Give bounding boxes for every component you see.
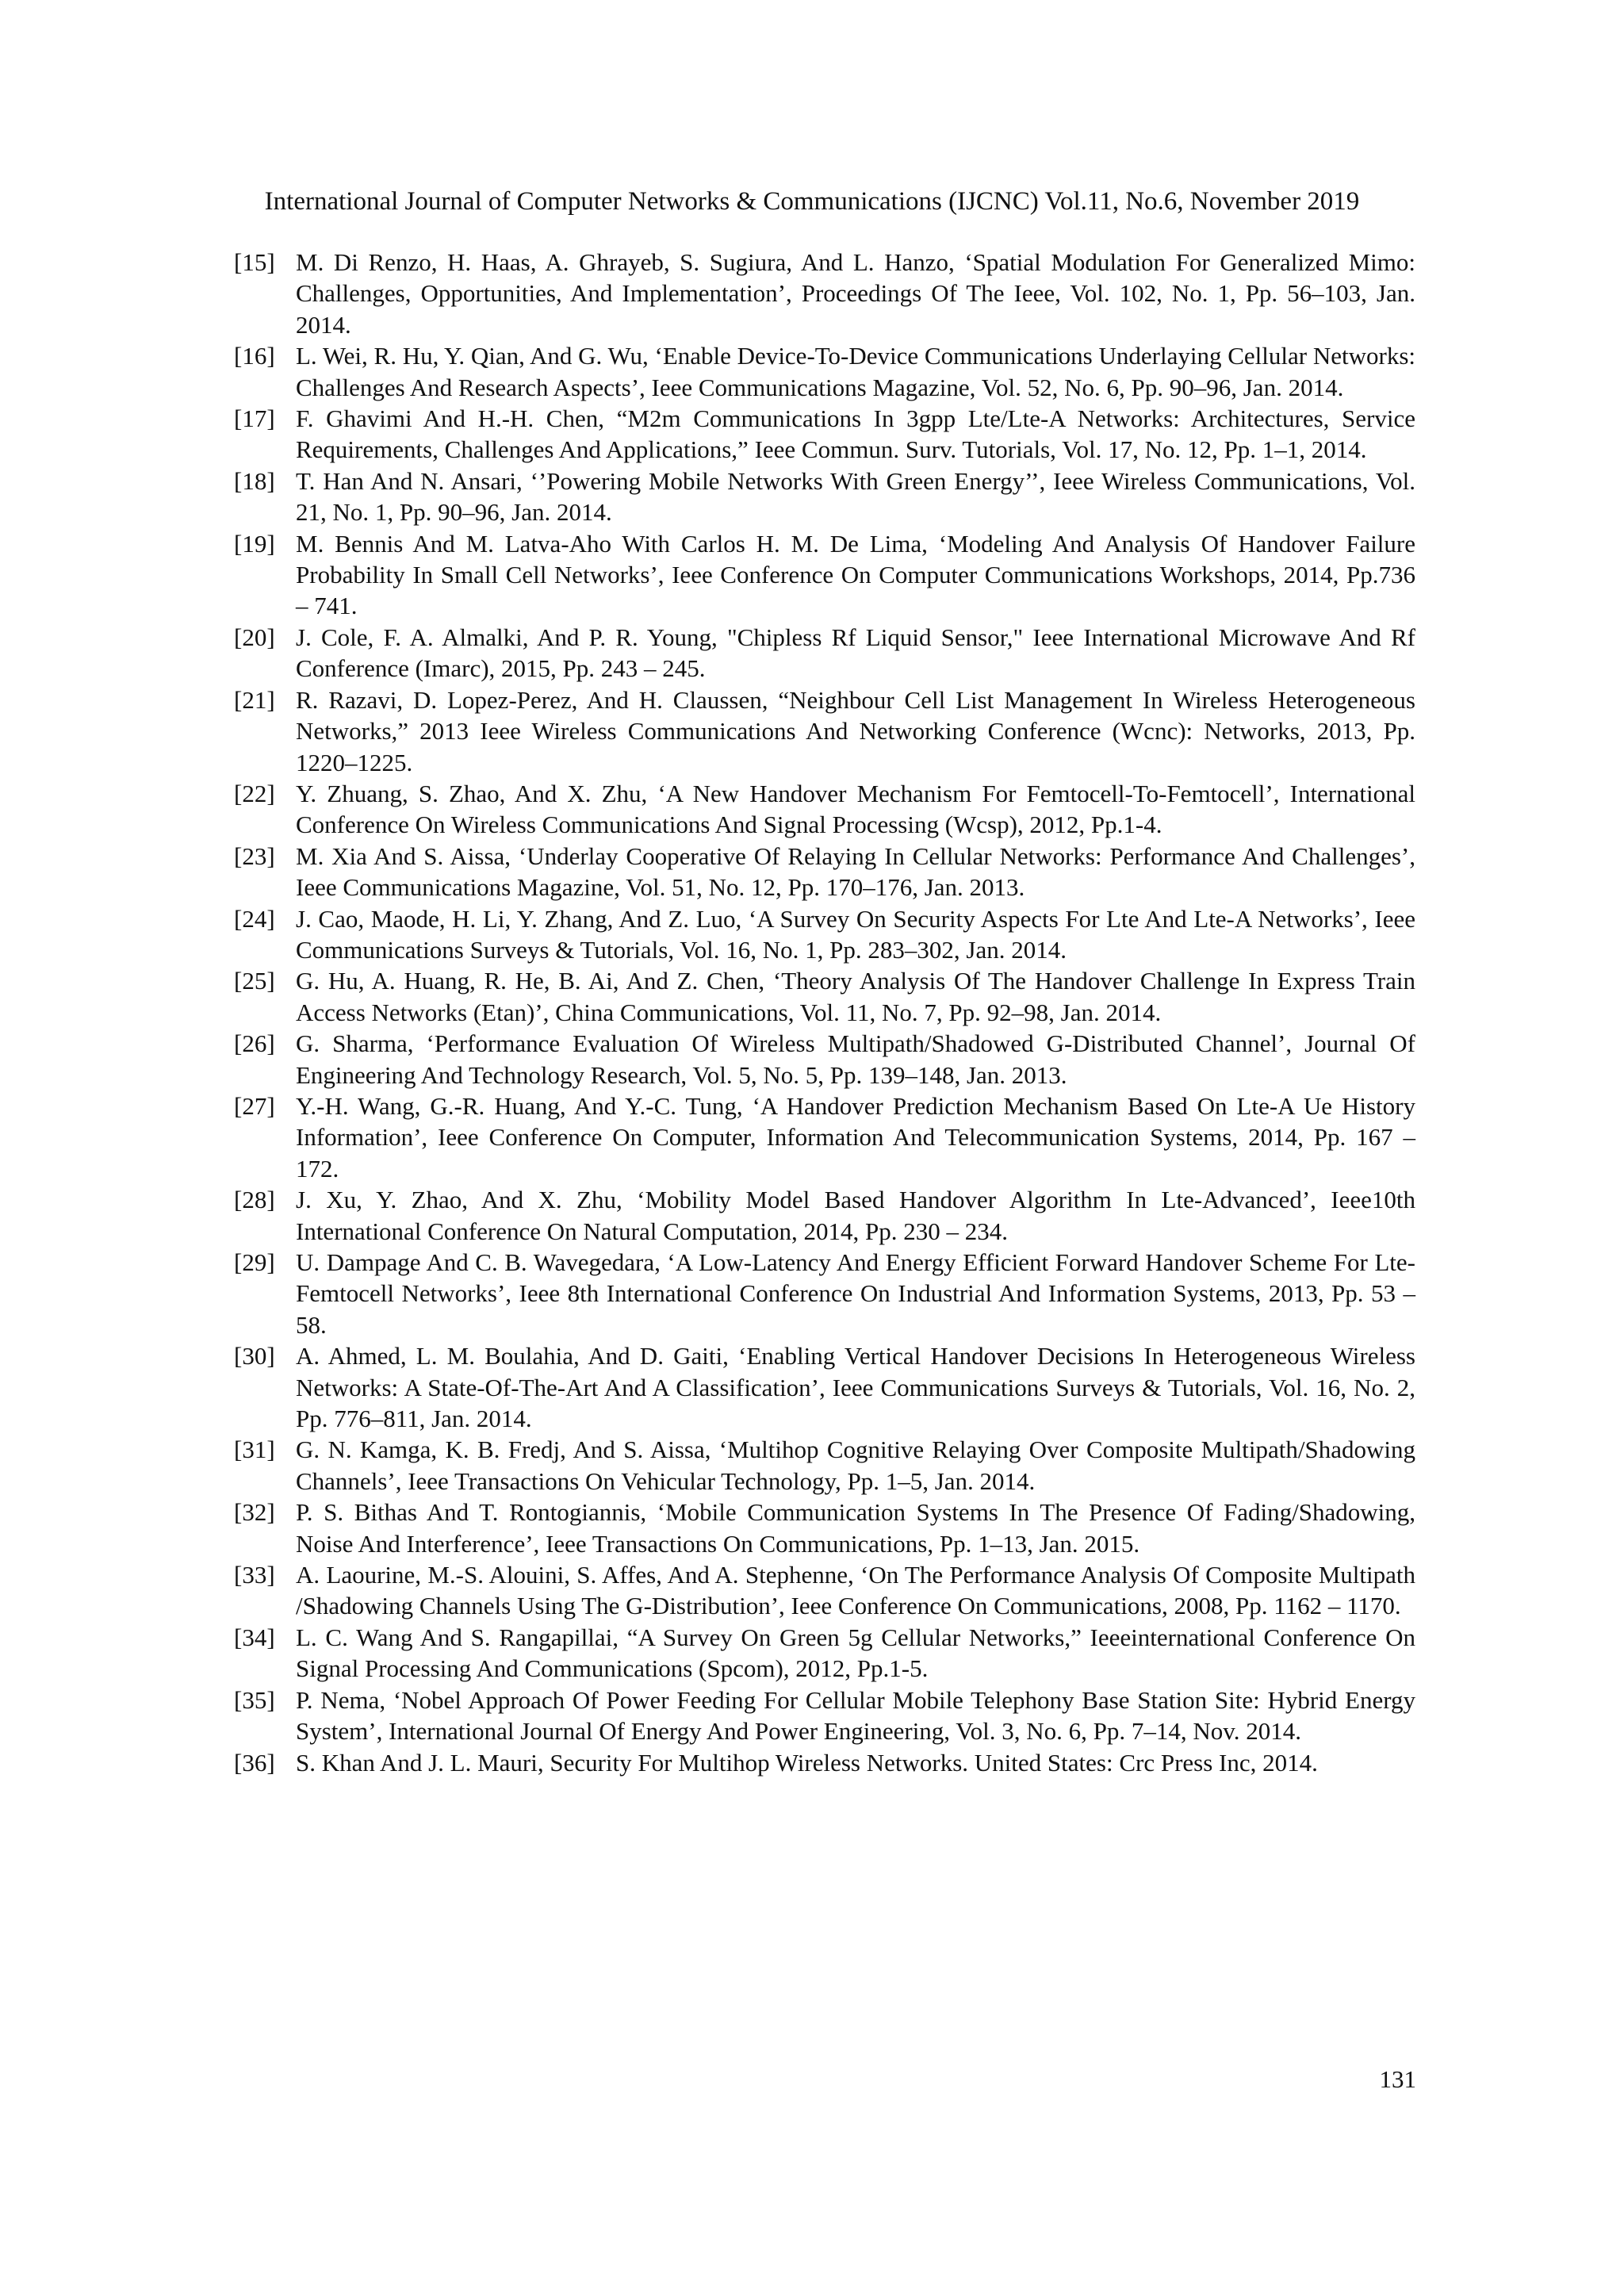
reference-number: [27]	[234, 1091, 275, 1120]
reference-item	[234, 1497, 1415, 1559]
reference-item	[234, 1028, 1415, 1091]
reference-number: [20]	[234, 623, 275, 651]
reference-text: G. Sharma, ‘Performance Evaluation Of Wireless Multipath/Shadowed G-Distributed Channel’, Journal Of Engineering And Technology Research, Vol. 5, No. 5, Pp. 139–148, Jan. 2013.	[296, 1029, 1415, 1089]
reference-number: [16]	[234, 342, 275, 370]
reference-text: Y. Zhuang, S. Zhao, And X. Zhu, ‘A New Handover Mechanism For Femtocell-To-Femtocell’, International Conference On Wireless Communications And Signal Processing (Wcsp), 2012, Pp.1-4.	[296, 779, 1415, 839]
reference-text: L. C. Wang And S. Rangapillai, “A Survey On Green 5g Cellular Networks,” Ieeeinternational Conference On Signal Processing And Communications (Spcom), 2012, Pp.1-5.	[296, 1623, 1415, 1683]
reference-item	[234, 622, 1415, 684]
reference-item	[234, 1622, 1415, 1685]
reference-text: A. Laourine, M.-S. Alouini, S. Affes, And A. Stephenne, ‘On The Performance Analysis Of Composite Multipath /Shadowing Channels Using The G-Distribution’, Ieee Conference On Communications, 2008, Pp. 1162 – 1170.	[296, 1561, 1415, 1620]
reference-text: P. S. Bithas And T. Rontogiannis, ‘Mobile Communication Systems In The Presence Of Fading/Shadowing, Noise And Interference’, Ieee Transactions On Communications, Pp. 1–13, Jan. 2015.	[296, 1498, 1415, 1558]
reference-text: P. Nema, ‘Nobel Approach Of Power Feeding For Cellular Mobile Telephony Base Station Site: Hybrid Energy System’, International Journal Of Energy And Power Engineering, Vol. 3, No. 6, Pp. 7–14, Nov. 2014.	[296, 1685, 1415, 1746]
journal-header: International Journal of Computer Networks & Communications (IJCNC) Vol.11, No.6, November 2019	[264, 187, 1360, 216]
reference-number: [26]	[234, 1029, 275, 1058]
reference-item	[234, 1434, 1415, 1497]
reference-number: [19]	[234, 529, 275, 558]
reference-text: M. Bennis And M. Latva-Aho With Carlos H. M. De Lima, ‘Modeling And Analysis Of Handover Failure Probability In Small Cell Networks’, Ieee Conference On Computer Communications Workshops, 2014, Pp.736 – 741.	[296, 529, 1415, 620]
reference-number: [21]	[234, 685, 275, 714]
reference-text: J. Cao, Maode, H. Li, Y. Zhang, And Z. Luo, ‘A Survey On Security Aspects For Lte And Lte-A Networks’, Ieee Communications Surveys & Tutorials, Vol. 16, No. 1, Pp. 283–302, Jan. 2014.	[296, 904, 1415, 964]
reference-text: J. Cole, F. A. Almalki, And P. R. Young, "Chipless Rf Liquid Sensor," Ieee International Microwave And Rf Conference (Imarc), 2015, Pp. 243 – 245.	[296, 623, 1415, 683]
reference-item	[234, 965, 1415, 1028]
reference-item	[234, 1340, 1415, 1434]
reference-text: S. Khan And J. L. Mauri, Security For Multihop Wireless Networks. United States: Crc Press Inc, 2014.	[296, 1748, 1318, 1777]
reference-item	[234, 1091, 1415, 1184]
reference-item	[234, 1747, 1415, 1778]
reference-text: M. Di Renzo, H. Haas, A. Ghrayeb, S. Sugiura, And L. Hanzo, ‘Spatial Modulation For Generalized Mimo: Challenges, Opportunities, And Implementation’, Proceedings Of The Ieee, Vol. 102, No. 1, Pp. 56–103, Jan. 2014.	[296, 248, 1415, 339]
reference-item	[234, 1247, 1415, 1340]
reference-number: [17]	[234, 404, 275, 433]
reference-number: [15]	[234, 248, 275, 276]
reference-number: [29]	[234, 1248, 275, 1276]
reference-list	[234, 247, 1415, 1778]
reference-item	[234, 1685, 1415, 1747]
reference-text: J. Xu, Y. Zhao, And X. Zhu, ‘Mobility Model Based Handover Algorithm In Lte-Advanced’, Ieee10th International Conference On Natural Computation, 2014, Pp. 230 – 234.	[296, 1186, 1415, 1245]
reference-item	[234, 340, 1415, 403]
reference-number: [23]	[234, 841, 275, 870]
reference-number: [36]	[234, 1748, 275, 1777]
reference-text: T. Han And N. Ansari, ‘’Powering Mobile Networks With Green Energy’’, Ieee Wireless Communications, Vol. 21, No. 1, Pp. 90–96, Jan. 2014.	[296, 466, 1415, 527]
reference-text: R. Razavi, D. Lopez-Perez, And H. Claussen, “Neighbour Cell List Management In Wireless Heterogeneous Networks,” 2013 Ieee Wireless Communications And Networking Conference (Wcnc): Networks, 2013, Pp. 1220–1225.	[296, 685, 1415, 776]
reference-text: L. Wei, R. Hu, Y. Qian, And G. Wu, ‘Enable Device-To-Device Communications Underlaying Cellular Networks: Challenges And Research Aspects’, Ieee Communications Magazine, Vol. 52, No. 6, Pp. 90–96, Jan. 2014.	[296, 342, 1415, 401]
reference-text: G. N. Kamga, K. B. Fredj, And S. Aissa, ‘Multihop Cognitive Relaying Over Composite Multipath/Shadowing Channels’, Ieee Transactions On Vehicular Technology, Pp. 1–5, Jan. 2014.	[296, 1435, 1415, 1495]
reference-number: [30]	[234, 1342, 275, 1370]
reference-item	[234, 684, 1415, 778]
page-number: 131	[1379, 2065, 1416, 2093]
reference-text: G. Hu, A. Huang, R. He, B. Ai, And Z. Chen, ‘Theory Analysis Of The Handover Challenge In Express Train Access Networks (Etan)’, China Communications, Vol. 11, No. 7, Pp. 92–98, Jan. 2014.	[296, 967, 1415, 1026]
reference-item	[234, 778, 1415, 841]
reference-text: M. Xia And S. Aissa, ‘Underlay Cooperative Of Relaying In Cellular Networks: Performance And Challenges’, Ieee Communications Magazine, Vol. 51, No. 12, Pp. 170–176, Jan. 2013.	[296, 841, 1415, 902]
reference-number: [24]	[234, 904, 275, 933]
reference-number: [32]	[234, 1498, 275, 1527]
reference-number: [33]	[234, 1561, 275, 1589]
reference-number: [28]	[234, 1186, 275, 1214]
reference-number: [25]	[234, 967, 275, 995]
reference-text: F. Ghavimi And H.-H. Chen, “M2m Communications In 3gpp Lte/Lte-A Networks: Architectures, Service Requirements, Challenges And Applications,” Ieee Commun. Surv. Tutorials, Vol. 17, No. 12, Pp. 1–1, 2014.	[296, 404, 1415, 464]
reference-text: U. Dampage And C. B. Wavegedara, ‘A Low-Latency And Energy Efficient Forward Handover Scheme For Lte-Femtocell Networks’, Ieee 8th International Conference On Industrial And Information Systems, 2013, Pp. 53 – 58.	[296, 1248, 1415, 1339]
reference-number: [18]	[234, 466, 275, 495]
reference-number: [34]	[234, 1623, 275, 1651]
reference-item	[234, 247, 1415, 340]
reference-item	[234, 841, 1415, 903]
reference-text: Y.-H. Wang, G.-R. Huang, And Y.-C. Tung, ‘A Handover Prediction Mechanism Based On Lte-A Ue History Information’, Ieee Conference On Computer, Information And Telecommunication Systems, 2014, Pp. 167 – 172.	[296, 1091, 1415, 1182]
reference-number: [31]	[234, 1435, 275, 1464]
reference-item	[234, 1184, 1415, 1247]
reference-item	[234, 403, 1415, 466]
reference-item	[234, 528, 1415, 622]
reference-number: [35]	[234, 1685, 275, 1714]
reference-item	[234, 903, 1415, 966]
reference-item	[234, 466, 1415, 528]
reference-number: [22]	[234, 779, 275, 807]
reference-text: A. Ahmed, L. M. Boulahia, And D. Gaiti, ‘Enabling Vertical Handover Decisions In Heterogeneous Wireless Networks: A State-Of-The-Art And A Classification’, Ieee Communications Surveys & Tutorials, Vol. 16, No. 2, Pp. 776–811, Jan. 2014.	[296, 1342, 1415, 1433]
reference-item	[234, 1559, 1415, 1622]
